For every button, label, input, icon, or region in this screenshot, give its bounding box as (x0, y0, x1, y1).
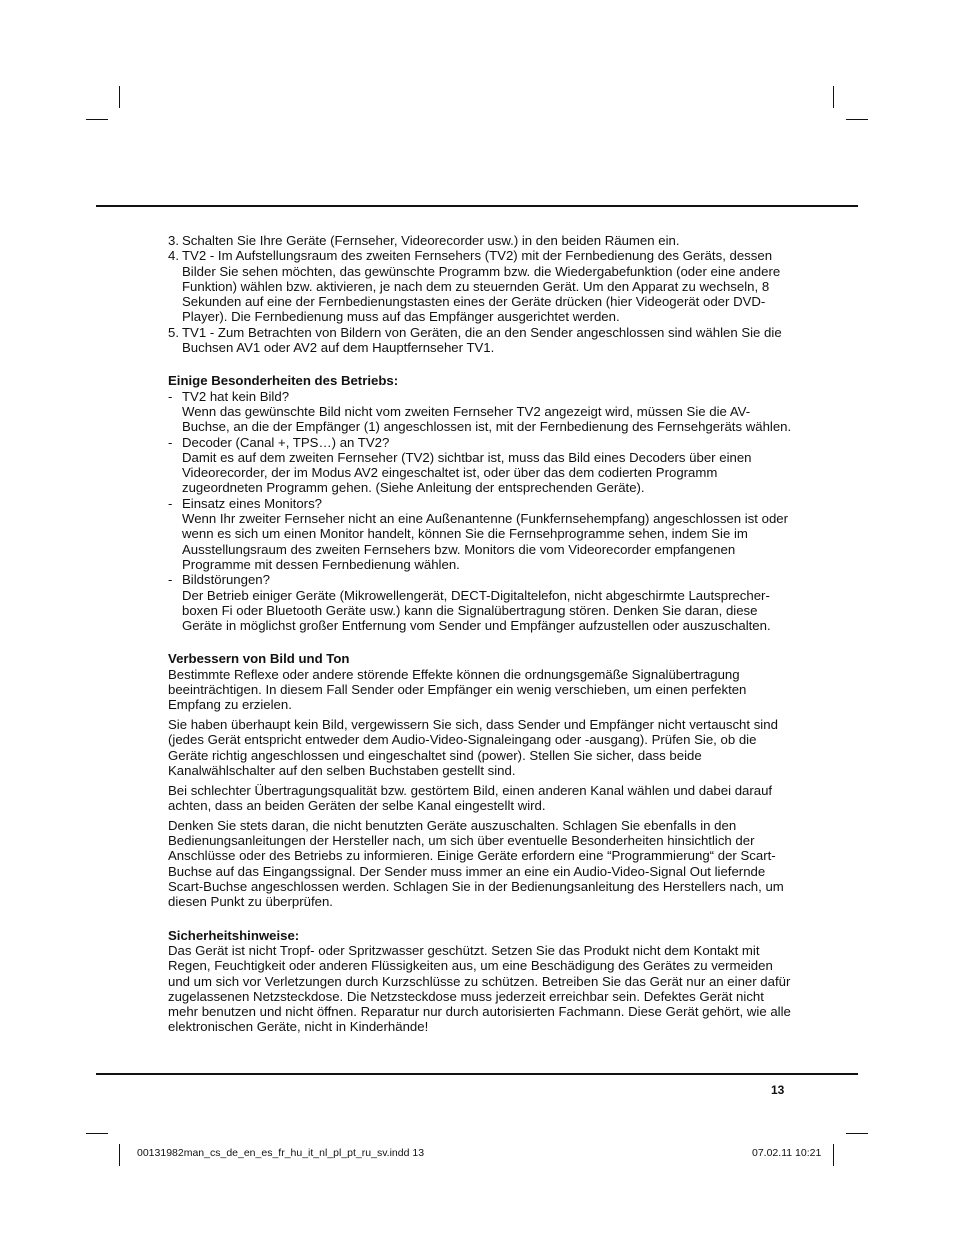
paragraph: Das Gerät ist nicht Tropf- oder Spritzwasser geschützt. Setzen Sie das Produkt nicht dem Kontakt mit Regen, Feuchtigkeit oder anderen Flüssigkeiten aus, um eine Beschädigung des Gerätes zu vermeiden und um sich vor Verletzungen durch Kurzschlüsse zu schützen. Betreiben Sie das Gerät nur an einer dafür zugelassenen Netzsteckdose. Die Netzsteckdose muss jederzeit erreichbar sein. Defektes Gerät nicht mehr benutzen und nicht öffnen. Reparatur nur durch autorisierten Fachmann. Diese Gerät gehört, wie alle elektronischen Geräte, nicht in Kinderhände! (168, 942, 791, 1035)
faq-item (168, 572, 792, 633)
paragraph: Denken Sie stets daran, die nicht benutzten Geräte auszuschalten. Schlagen Sie ebenfalls in den Bedienungsanleitungen der Hersteller nach, um sich über eventuelle Besonderheiten hinsichtlich der Anschlüsse oder des Betriebs zu informieren. Einige Geräte erfordern eine “Programmierung“ der Scart-Buchse auf das Eingangssignal. Der Sender muss immer an eine ein Audio-Video-Signal Out liefernde Scart-Buchse angeschlossen werden. Schlagen Sie in der Bedienungsanleitung des Herstellers nach, um diesen Punkt zu überprüfen. (168, 817, 784, 910)
crop-mark (846, 119, 868, 120)
faq-item (168, 389, 792, 435)
crop-mark (846, 1133, 868, 1134)
step-number: 5. (168, 324, 179, 340)
crop-mark (833, 1144, 834, 1166)
numbered-step (168, 233, 792, 248)
numbered-step (168, 248, 792, 324)
crop-mark (86, 1133, 108, 1134)
paragraph: Bestimmte Reflexe oder andere störende Effekte können die ordnungsgemäße Signalübertragung beeinträchtigen. In diesem Fall Sender oder Empfänger ein wenig verschieben, um einen perfekten Empfang zu erzielen. (168, 666, 747, 713)
dash-bullet: - (168, 388, 173, 404)
section-heading: Sicherheitshinweise: (168, 927, 300, 943)
dash-bullet: - (168, 572, 173, 588)
faq-answer: Damit es auf dem zweiten Fernseher (TV2) sichtbar ist, muss das Bild eines Decoders über einen Videorecorder, der im Modus AV2 eingeschaltet ist, oder über das dem codierten Programm zugeordneten Programm gehen. (Siehe Anleitung der entsprechenden Geräte). (182, 449, 752, 496)
dash-bullet: - (168, 495, 173, 511)
step-number: 3. (168, 233, 179, 248)
page-content (168, 233, 792, 1039)
faq-question: Decoder (Canal +, TPS…) an TV2? (182, 434, 390, 450)
faq-item (168, 496, 792, 572)
step-number: 4. (168, 248, 179, 264)
numbered-step (168, 325, 792, 356)
page-number: 13 (771, 1083, 785, 1097)
step-text: TV1 - Zum Betrachten von Bildern von Geräten, die an den Sender angeschlossen sind wählen Sie die Buchsen AV1 oder AV2 auf dem Hauptfernseher TV1. (182, 324, 782, 356)
faq-answer: Der Betrieb einiger Geräte (Mikrowellengerät, DECT-Digitaltelefon, nicht abgeschirmte Lautsprecher-boxen Fi oder Bluetooth Geräte usw.) kann die Signalübertragung stören. Denken Sie daran, diese Geräte in möglichst großer Entfernung vom Sender und Empfänger aufzustellen oder auszuschalten. (182, 587, 771, 634)
timestamp: 07.02.11 10:21 (752, 1147, 822, 1159)
paragraph: Sie haben überhaupt kein Bild, vergewissern Sie sich, dass Sender und Empfänger nicht vertauscht sind (jedes Gerät entspricht entweder dem Audio-Video-Signaleingang oder -ausgang). Prüfen Sie, ob die Geräte richtig angeschlossen und eingeschaltet sind (power). Stellen Sie sicher, dass beide Kanalwählschalter auf den selben Buchstaben gestellt sind. (168, 717, 778, 778)
faq-item (168, 435, 792, 496)
crop-mark (86, 119, 108, 120)
faq-question: Bildstörungen? (182, 572, 270, 588)
crop-mark (119, 86, 120, 108)
paragraph: Bei schlechter Übertragungsqualität bzw. gestörtem Bild, einen anderen Kanal wählen und dabei darauf achten, dass an beiden Geräten der selbe Kanal eingestellt wird. (168, 782, 773, 814)
faq-answer: Wenn das gewünschte Bild nicht vom zweiten Fernseher TV2 angezeigt wird, müssen Sie die AV-Buchse, an die der Empfänger (1) angeschlossen ist, mit der Fernbedienung des Fernsehgeräts wählen. (182, 403, 792, 435)
section-heading: Verbessern von Bild und Ton (168, 651, 350, 667)
faq-question: Einsatz eines Monitors? (182, 495, 323, 511)
dash-bullet: - (168, 434, 173, 450)
faq-answer: Wenn Ihr zweiter Fernseher nicht an eine Außenantenne (Funkfernsehempfang) angeschlossen ist oder wenn es sich um einen Monitor handelt, können Sie die Fernsehprogramme sehen, indem Sie im Ausstellungsraum des zweiten Fernsehers bzw. Monitors die vom Videorecorder empfangenen Programme mit dessen Fernbedienung wählen. (182, 511, 788, 572)
crop-mark (833, 86, 834, 108)
bottom-rule (96, 1073, 858, 1075)
top-rule (96, 205, 858, 207)
file-slug: 00131982man_cs_de_en_es_fr_hu_it_nl_pl_pt_ru_sv.indd 13 (137, 1147, 425, 1159)
section-heading: Einige Besonderheiten des Betriebs: (168, 373, 399, 389)
crop-mark (119, 1144, 120, 1166)
step-text: TV2 - Im Aufstellungsraum des zweiten Fernsehers (TV2) mit der Fernbedienung des Geräts, dessen Bilder Sie sehen möchten, das gewünschte Programm bzw. die Wiedergabefunktion (oder eine andere Funktion) wählen bzw. aktivieren, je nach dem zu steuernden Gerät. Um den Apparat zu wechseln, 8 Sekunden auf eine der Fernbedienungstasten eines der Geräte drücken (hier Videogerät oder DVD-Player). Die Fernbedienung muss auf das Empfänger ausgerichtet werden. (182, 248, 781, 325)
step-text: Schalten Sie Ihre Geräte (Fernseher, Videorecorder usw.) in den beiden Räumen ein. (182, 233, 680, 248)
faq-question: TV2 hat kein Bild? (182, 388, 290, 404)
